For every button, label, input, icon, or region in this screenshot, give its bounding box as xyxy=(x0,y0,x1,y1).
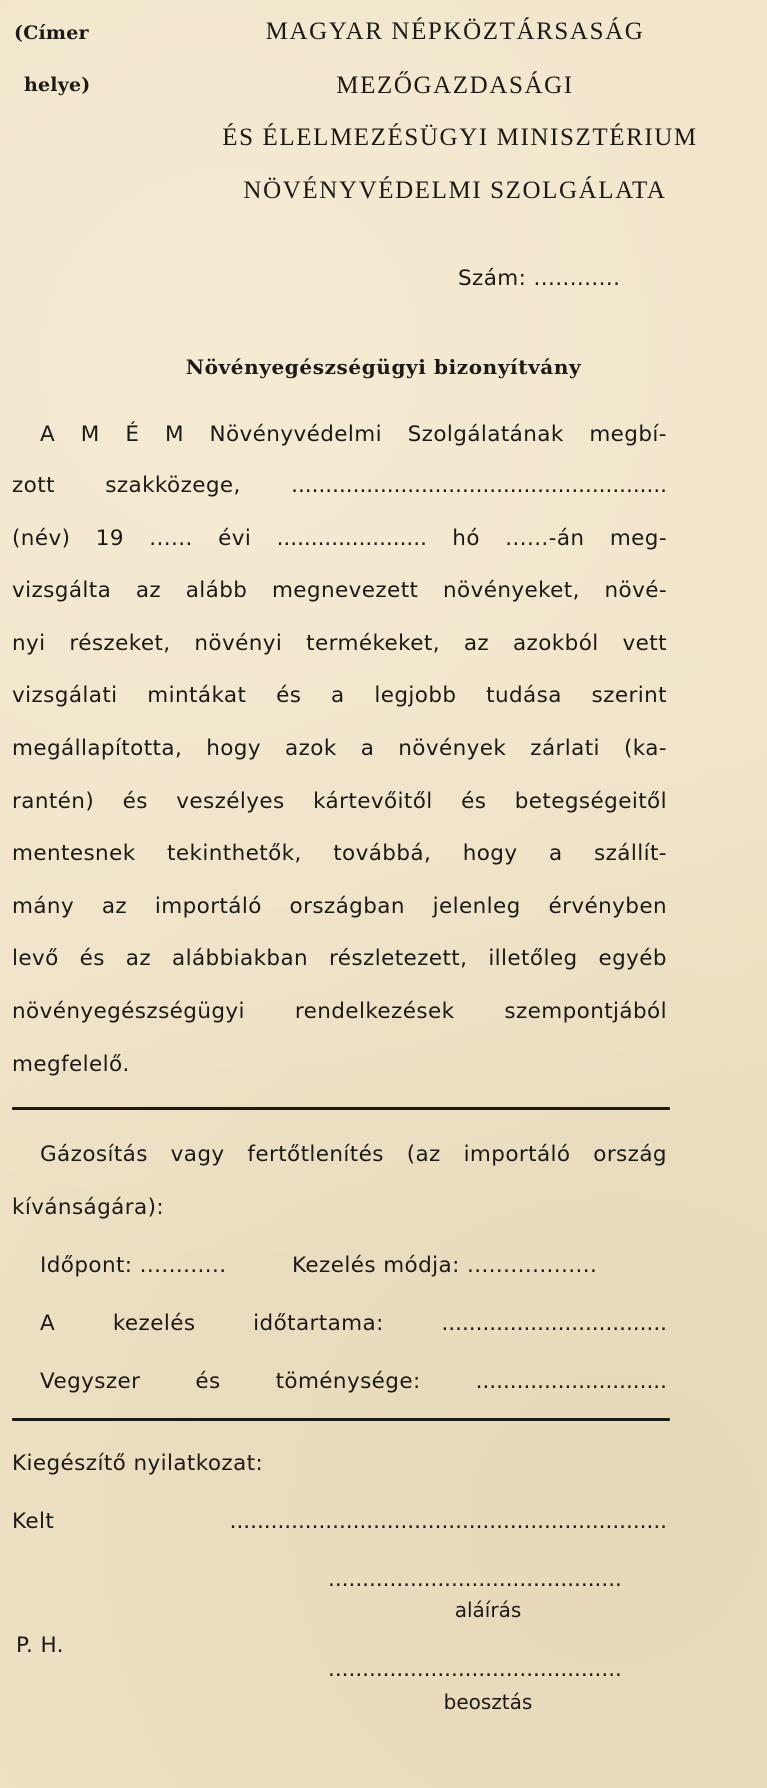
fumigation-line-1 xyxy=(40,1142,667,1167)
word: érvényben xyxy=(548,894,667,919)
word: importáló xyxy=(463,1142,571,1167)
word: jelenleg xyxy=(432,894,521,919)
word: É xyxy=(125,422,140,447)
word: nyi xyxy=(12,631,46,656)
word: rendelkezések xyxy=(294,999,455,1024)
dated-field xyxy=(12,1509,667,1534)
word: mintákat xyxy=(147,683,247,708)
word: az xyxy=(135,578,162,603)
statement-line-4 xyxy=(12,578,667,603)
dotted-blank: ............................ xyxy=(475,1369,667,1394)
word: mentesnek xyxy=(12,841,136,866)
statement-line-3 xyxy=(12,526,667,551)
word: Vegyszer xyxy=(40,1369,141,1394)
word: növényi xyxy=(194,631,283,656)
statement-last-line: megfelelő. xyxy=(12,1052,130,1077)
word: országban xyxy=(289,894,405,919)
word: Kelt xyxy=(12,1509,55,1534)
word: vagy xyxy=(170,1142,225,1167)
word: szállít- xyxy=(594,841,667,866)
signature-line: ........................................... xyxy=(328,1567,622,1592)
word: M xyxy=(80,422,100,447)
word: vizsgálta xyxy=(12,578,112,603)
dotted-blank: ................................. xyxy=(441,1311,667,1336)
word: megállapította, xyxy=(12,736,183,761)
word: részletezett, xyxy=(329,946,468,971)
statement-line-11 xyxy=(12,946,667,971)
word: egyéb xyxy=(598,946,667,971)
word: alább xyxy=(185,578,248,603)
word: és xyxy=(195,1369,221,1394)
word: (az xyxy=(406,1142,441,1167)
statement-line-7 xyxy=(12,736,667,761)
chemical-concentration-field xyxy=(40,1369,667,1394)
word: meg- xyxy=(609,526,667,551)
word: (név) xyxy=(12,526,71,551)
word: vett xyxy=(622,631,667,656)
word: és xyxy=(79,946,105,971)
word: ......-án xyxy=(505,526,585,551)
section-divider xyxy=(12,1107,670,1110)
word: 19 xyxy=(95,526,124,551)
word: és xyxy=(122,789,148,814)
word: rantén) xyxy=(12,789,95,814)
header-line-3: ÉS ÉLELMEZÉSÜGYI MINISZTÉRIUM xyxy=(222,124,698,151)
crest-placeholder-line1: (Címer xyxy=(14,22,89,44)
number-field: Szám: ............ xyxy=(458,266,621,291)
word: továbbá, xyxy=(333,841,432,866)
statement-line-6 xyxy=(12,683,667,708)
dotted-blank: ...................... xyxy=(276,526,427,551)
word: Szolgálatának xyxy=(407,422,564,447)
word: az xyxy=(463,631,490,656)
statement-line-1 xyxy=(40,422,667,447)
stamp-place-label: P. H. xyxy=(16,1633,64,1658)
word: a xyxy=(548,841,563,866)
word: Gázosítás xyxy=(40,1142,148,1167)
word: betegségeitől xyxy=(514,789,667,814)
signature-label: aláírás xyxy=(454,1598,522,1622)
word: veszélyes xyxy=(176,789,285,814)
dotted-blank: ...... xyxy=(149,526,193,551)
word: szempontjából xyxy=(504,999,667,1024)
word: növényeket, xyxy=(442,578,580,603)
statement-line-12 xyxy=(12,999,667,1024)
dotted-blank: ....................................................... xyxy=(291,473,667,498)
word: A xyxy=(40,1311,56,1336)
position-line: ........................................... xyxy=(328,1657,622,1682)
word: szakközege, xyxy=(105,473,241,498)
word: legjobb xyxy=(374,683,457,708)
word: A xyxy=(40,422,56,447)
word: hogy xyxy=(462,841,518,866)
word: kártevőitől xyxy=(313,789,433,814)
word: szerint xyxy=(591,683,667,708)
word: mány xyxy=(12,894,75,919)
word: termékeket, xyxy=(306,631,440,656)
word: zott xyxy=(12,473,55,498)
statement-line-8 xyxy=(12,789,667,814)
word: növényegészségügyi xyxy=(12,999,245,1024)
word: ország xyxy=(593,1142,667,1167)
word: alábbiakban xyxy=(172,946,309,971)
statement-line-10 xyxy=(12,894,667,919)
word: a xyxy=(331,683,345,708)
word: évi xyxy=(218,526,252,551)
position-label: beosztás xyxy=(443,1690,533,1714)
word: töménysége: xyxy=(275,1369,421,1394)
word: fertőtlenítés xyxy=(247,1142,384,1167)
word: levő xyxy=(12,946,59,971)
word: azokból xyxy=(512,631,599,656)
treatment-method-field: Kezelés módja: .................. xyxy=(292,1253,598,1278)
word: tekinthetők, xyxy=(167,841,302,866)
treatment-duration-field xyxy=(40,1311,667,1336)
word: M xyxy=(164,422,184,447)
treatment-time-field: Időpont: ............ xyxy=(40,1253,227,1278)
statement-line-2 xyxy=(12,473,667,498)
section-divider xyxy=(12,1418,670,1421)
word: hogy xyxy=(206,736,261,761)
statement-line-5 xyxy=(12,631,667,656)
word: a xyxy=(360,736,375,761)
word: az xyxy=(101,894,128,919)
dotted-blank: ................................................................ xyxy=(229,1509,667,1534)
fumigation-line-2: kívánságára): xyxy=(12,1195,164,1220)
word: növények xyxy=(398,736,507,761)
word: importáló xyxy=(154,894,262,919)
additional-declaration-label: Kiegészítő nyilatkozat: xyxy=(12,1451,264,1476)
word: időtartama: xyxy=(253,1311,384,1336)
word: (ka- xyxy=(623,736,667,761)
word: tudása xyxy=(486,683,562,708)
crest-placeholder-line2: helye) xyxy=(24,74,91,96)
header-line-4: NÖVÉNYVÉDELMI SZOLGÁLATA xyxy=(243,177,667,204)
word: hó xyxy=(452,526,480,551)
word: Növényvédelmi xyxy=(209,422,382,447)
word: növé- xyxy=(604,578,667,603)
word: részeket, xyxy=(69,631,171,656)
header-line-2: MEZŐGAZDASÁGI xyxy=(336,72,574,99)
word: illetőleg xyxy=(488,946,578,971)
word: megnevezett xyxy=(271,578,419,603)
word: és xyxy=(276,683,302,708)
word: vizsgálati xyxy=(12,683,118,708)
word: megbí- xyxy=(589,422,667,447)
certificate-title: Növényegészségügyi bizonyítvány xyxy=(185,355,582,379)
word: azok xyxy=(285,736,337,761)
header-line-1: MAGYAR NÉPKÖZTÁRSASÁG xyxy=(265,18,645,45)
statement-line-9 xyxy=(12,841,667,866)
word: zárlati xyxy=(530,736,600,761)
word: az xyxy=(125,946,152,971)
word: és xyxy=(461,789,487,814)
word: kezelés xyxy=(112,1311,196,1336)
